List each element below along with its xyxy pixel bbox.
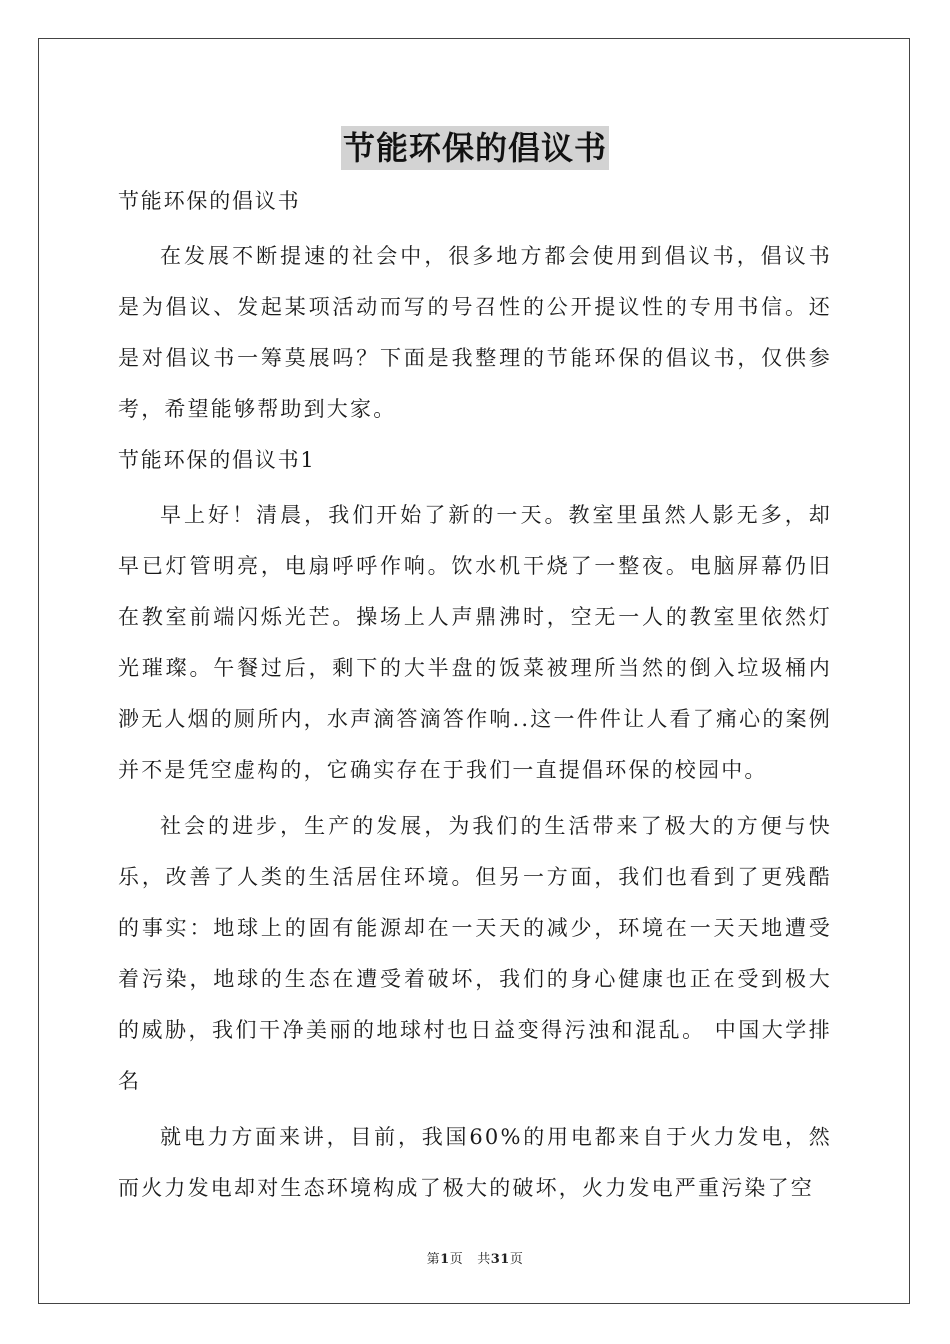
document-subtitle: 节能环保的倡议书 xyxy=(118,189,301,213)
title-container xyxy=(0,126,950,170)
page-suffix: 页 xyxy=(449,1252,464,1267)
body-paragraph: 社会的进步，生产的发展，为我们的生活带来了极大的方便与快乐，改善了人类的生活居住环境。但另一方面，我们也看到了更残酷的事实：地球上的固有能源却在一天天的减少，环境在一天天地遭受着污染，地球的生态在遭受着破坏，我们的身心健康也正在受到极大的威胁，我们干净美丽的地球村也日益变得污浊和混乱。 中国大学排名 xyxy=(118,814,832,1093)
total-suffix: 页 xyxy=(509,1252,524,1267)
document-body xyxy=(118,176,832,1214)
body-paragraph: 就电力方面来讲，目前，我国60%的用电都来自于火力发电，然而火力发电却对生态环境构成了极大的破坏，火力发电严重污染了空 xyxy=(118,1125,832,1200)
page-prefix: 第 xyxy=(426,1252,441,1267)
document-title: 节能环保的倡议书 xyxy=(341,126,609,170)
body-paragraph: 早上好！清晨，我们开始了新的一天。教室里虽然人影无多，却早已灯管明亮，电扇呼呼作响。饮水机干烧了一整夜。电脑屏幕仍旧在教室前端闪烁光芒。操场上人声鼎沸时，空无一人的教室里依然灯光璀璨。午餐过后，剩下的大半盘的饭菜被理所当然的倒入垃圾桶内渺无人烟的厕所内，水声滴答滴答作响..这一件件让人看了痛心的案例并不是凭空虚构的，它确实存在于我们一直提倡环保的校园中。 xyxy=(118,503,832,782)
page-footer xyxy=(0,1248,950,1267)
total-page-number: 31 xyxy=(490,1252,510,1267)
section-heading: 节能环保的倡议书1 xyxy=(118,448,316,472)
total-prefix: 共 xyxy=(477,1252,491,1267)
intro-paragraph: 在发展不断提速的社会中，很多地方都会使用到倡议书，倡议书是为倡议、发起某项活动而写的号召性的公开提议性的专用书信。还是对倡议书一筹莫展吗？下面是我整理的节能环保的倡议书，仅供参考，希望能够帮助到大家。 xyxy=(118,244,832,421)
current-page-number: 1 xyxy=(440,1252,450,1267)
